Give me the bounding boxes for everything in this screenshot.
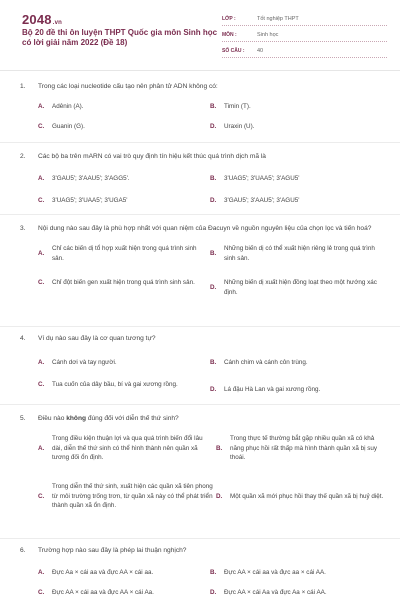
question-number: 1.	[20, 83, 26, 90]
option-c[interactable]: C. 3'UAG5'; 3'UAA5'; 3'UGA5'	[38, 197, 128, 204]
question-separator	[0, 538, 400, 539]
question-stem	[20, 224, 390, 234]
meta-value: Tốt nghiệp THPT	[257, 15, 299, 22]
option-b[interactable]: B. Đực AA × cái aa và đực aa × cái AA.	[210, 569, 326, 576]
question-separator	[0, 214, 400, 215]
question-number: 5.	[20, 415, 26, 422]
meta-label: SỐ CÂU :	[222, 47, 245, 54]
option-b[interactable]: B. 3'UAG5'; 3'UAA5'; 3'AGU5'	[210, 175, 300, 182]
question-stem	[20, 334, 390, 344]
question-stem	[20, 82, 390, 92]
meta-label: LỚP :	[222, 15, 236, 22]
option-a[interactable]: A. 3'GAU5'; 3'AAU5'; 3'AGG5'.	[38, 175, 130, 182]
question-text: Trong các loại nucleotide cấu tạo nên phân tử ADN không có:	[38, 83, 218, 90]
question-6	[20, 546, 390, 596]
option-b[interactable]: B. Trong thực tế thường bắt gặp nhiều quần xã có khả năng phục hồi rất thấp mà hình thành quần xã bị suy thoái.	[216, 435, 378, 461]
option-b[interactable]: B. Timin (T).	[210, 103, 251, 110]
option-a[interactable]: A. Adênin (A).	[38, 103, 84, 110]
option-d[interactable]: D. Lá đậu Hà Lan và gai xương rồng.	[210, 386, 321, 393]
option-c[interactable]: C. Guanin (G).	[38, 123, 85, 130]
site-logo[interactable]: 2048.vn	[22, 12, 63, 27]
meta-label: MÔN :	[222, 31, 237, 38]
document-header	[0, 0, 400, 62]
question-text: Nội dung nào sau đây là phù hợp nhất với quan niệm của Đacuyn về nguồn nguyên liệu của chọn lọc và tiến hoá?	[38, 225, 372, 232]
question-number: 3.	[20, 225, 26, 232]
question-number: 6.	[20, 547, 26, 554]
question-4	[20, 334, 390, 400]
meta-class-row	[222, 12, 387, 26]
option-c[interactable]: C. Tua cuốn của dây bầu, bí và gai xương rồng.	[38, 381, 178, 388]
option-b[interactable]: B. Những biến dị có thể xuất hiện riêng lẻ trong quá trình sinh sản.	[210, 245, 375, 262]
question-number: 4.	[20, 335, 26, 342]
option-c[interactable]: C. Chỉ đột biến gen xuất hiện trong quá trình sinh sản.	[38, 279, 195, 286]
question-separator	[0, 142, 400, 143]
meta-value: 40	[257, 47, 264, 54]
option-d[interactable]: D. Những biến dị xuất hiện đồng loạt theo một hướng xác định.	[210, 279, 377, 296]
question-number: 2.	[20, 153, 26, 160]
document-meta	[222, 12, 387, 60]
header-divider	[0, 70, 400, 71]
emphasis-not: không	[66, 415, 87, 422]
option-b[interactable]: B. Cánh chim và cánh côn trùng.	[210, 359, 308, 366]
question-text: Điều nào không đúng đối với diễn thế thứ sinh?	[38, 415, 179, 422]
option-a[interactable]: A. Đực Aa × cái aa và đực AA × cái aa.	[38, 569, 154, 576]
option-a[interactable]: A. Cánh dơi và tay người.	[38, 359, 117, 366]
question-text: Các bộ ba trên mARN có vai trò quy định tín hiệu kết thúc quá trình dịch mã là	[38, 153, 266, 160]
question-separator	[0, 404, 400, 405]
question-text: Ví dụ nào sau đây là cơ quan tương tự?	[38, 335, 156, 342]
meta-value: Sinh học	[257, 31, 279, 38]
question-3	[20, 224, 390, 306]
document-title: Bộ 20 đề thi ôn luyện THPT Quốc gia môn Sinh học có lời giải năm 2022 (Đề 18)	[22, 28, 218, 47]
meta-count-row	[222, 44, 387, 58]
question-stem	[20, 152, 390, 162]
meta-subject-row	[222, 28, 387, 42]
option-a[interactable]: A. Trong điều kiện thuận lợi và qua quá trình biến đổi lâu dài, diễn thế thứ sinh có thể hình thành nên quần xã tương đối ổn định.	[38, 435, 203, 461]
question-stem	[20, 414, 390, 424]
option-c[interactable]: C. Đực AA × cái aa và đực AA × cái Aa.	[38, 589, 154, 596]
option-d[interactable]: D. Đực AA × cái Aa và đực Aa × cái AA.	[210, 589, 327, 596]
question-separator	[0, 326, 400, 327]
option-d[interactable]: D. Một quần xã mới phục hồi thay thế quần xã bị huỷ diệt.	[216, 493, 384, 500]
option-c[interactable]: C. Trong diễn thế thứ sinh, xuất hiện các quần xã tiên phong từ môi trường trống trơn, từ quần xã này có thể phát triển thành quần xã ổn định.	[38, 483, 213, 509]
option-a[interactable]: A. Chỉ các biến dị tổ hợp xuất hiện trong quá trình sinh sản.	[38, 245, 197, 262]
question-text: Trường hợp nào sau đây là phép lai thuận nghịch?	[38, 547, 187, 554]
question-2	[20, 152, 390, 202]
question-1	[20, 82, 390, 130]
question-stem	[20, 546, 390, 556]
question-5	[20, 414, 390, 534]
option-d[interactable]: D. 3'GAU5'; 3'AAU5'; 3'AGU5'	[210, 197, 300, 204]
option-d[interactable]: D. Uraxin (U).	[210, 123, 255, 130]
